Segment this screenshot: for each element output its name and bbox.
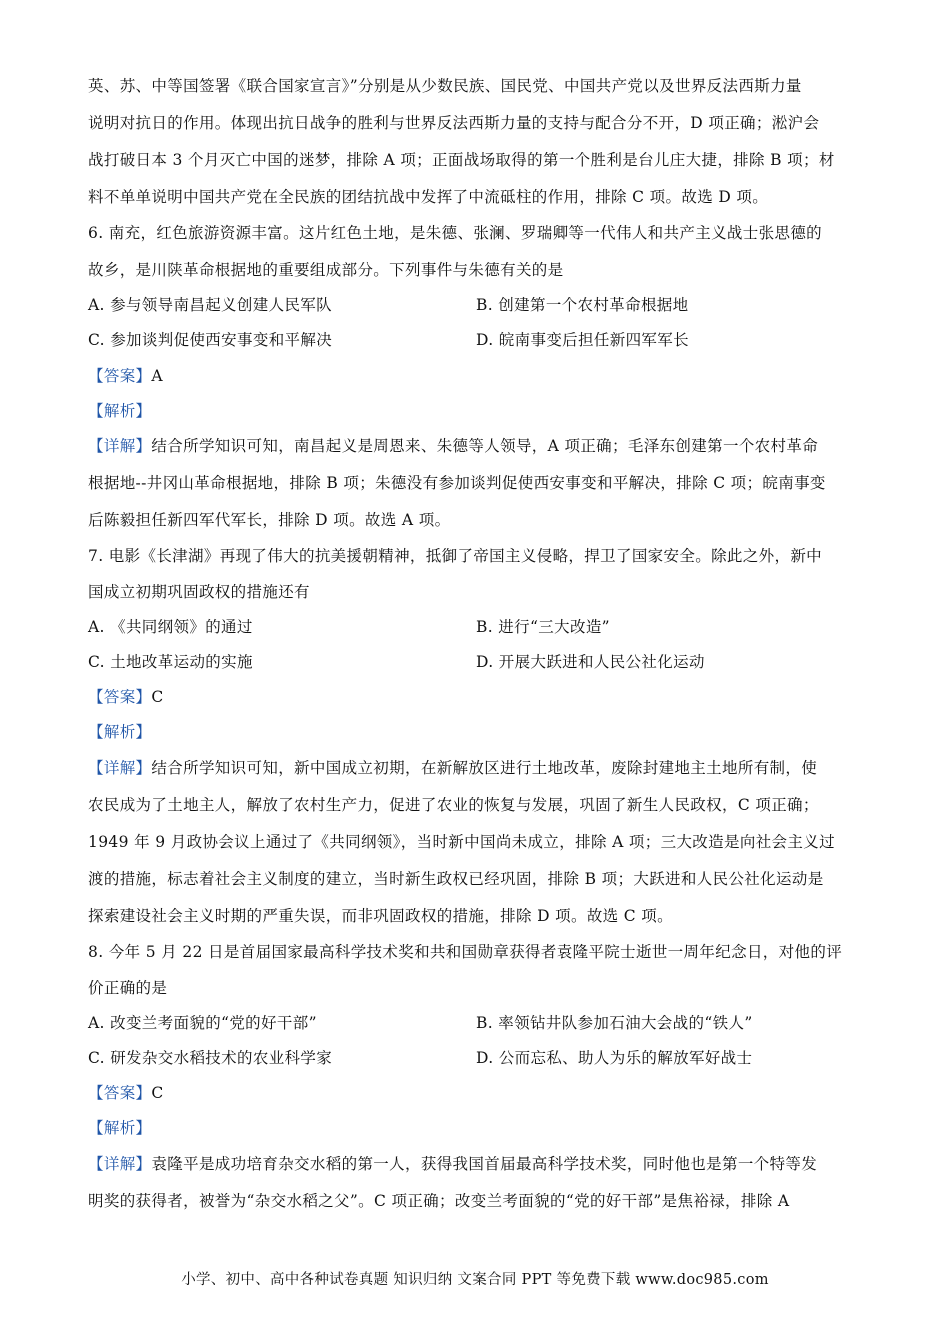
question-8-stem: 8. 今年 5 月 22 日是首届国家最高科学技术奖和共和国勋章获得者袁隆平院士逝世一周年纪念日，对他的评 bbox=[88, 943, 843, 961]
question-6-detail: 后陈毅担任新四军代军长，排除 D 项。故选 A 项。 bbox=[88, 511, 451, 529]
answer-tag: 【答案】 bbox=[88, 367, 152, 385]
question-7-option-b: B. 进行“三大改造” bbox=[476, 618, 610, 636]
analysis-tag: 【解析】 bbox=[88, 402, 152, 420]
question-8-analysis bbox=[88, 1118, 151, 1138]
question-7-detail: 探索建设社会主义时期的严重失误，而非巩固政权的措施，排除 D 项。故选 C 项。 bbox=[88, 907, 673, 925]
question-7-option-d: D. 开展大跃进和人民公社化运动 bbox=[476, 653, 705, 671]
question-6-option-b: B. 创建第一个农村革命根据地 bbox=[476, 296, 689, 314]
question-7-analysis bbox=[88, 722, 151, 742]
detail-tag: 【详解】 bbox=[88, 759, 152, 777]
question-7-detail: 渡的措施，标志着社会主义制度的建立，当时新生政权已经巩固，排除 B 项；大跃进和人民公社化运动是 bbox=[88, 870, 824, 888]
page-footer: 小学、初中、高中各种试卷真题 知识归纳 文案合同 PPT 等免费下载 www.doc985.com bbox=[181, 1272, 769, 1288]
detail-tag: 【详解】 bbox=[88, 1155, 152, 1173]
question-6-detail: 根据地--井冈山革命根据地，排除 B 项；朱德没有参加谈判促使西安事变和平解决，排除 C 项；皖南事变 bbox=[88, 474, 826, 492]
question-6-stem: 故乡，是川陕革命根据地的重要组成部分。下列事件与朱德有关的是 bbox=[88, 261, 564, 279]
analysis-tag: 【解析】 bbox=[88, 723, 152, 741]
question-8-stem: 价正确的是 bbox=[88, 979, 168, 997]
intro-line: 英、苏、中等国签署《联合国家宣言》”分别是从少数民族、国民党、中国共产党以及世界反法西斯力量 bbox=[88, 77, 802, 95]
question-8-detail: 明奖的获得者，被誉为“杂交水稻之父”。C 项正确；改变兰考面貌的“党的好干部”是焦裕禄，排除 A bbox=[88, 1192, 790, 1210]
question-7-detail: 1949 年 9 月政协会议上通过了《共同纲领》，当时新中国尚未成立，排除 A 项；三大改造是向社会主义过 bbox=[88, 833, 835, 851]
intro-line: 说明对抗日的作用。体现出抗日战争的胜利与世界反法西斯力量的支持与配合分不开，D 项正确；淞沪会 bbox=[88, 114, 820, 132]
detail-tag: 【详解】 bbox=[88, 437, 152, 455]
answer-tag: 【答案】 bbox=[88, 1084, 152, 1102]
intro-line: 料不单单说明中国共产党在全民族的团结抗战中发挥了中流砥柱的作用，排除 C 项。故选 D 项。 bbox=[88, 188, 769, 206]
detail-text: 结合所学知识可知，南昌起义是周恩来、朱德等人领导，A 项正确；毛泽东创建第一个农村革命 bbox=[151, 437, 819, 455]
question-7-option-c: C. 土地改革运动的实施 bbox=[88, 653, 253, 671]
detail-text: 袁隆平是成功培育杂交水稻的第一人，获得我国首届最高科学技术奖，同时他也是第一个特等发 bbox=[151, 1155, 818, 1173]
question-7-stem: 国成立初期巩固政权的措施还有 bbox=[88, 583, 310, 601]
question-8-option-b: B. 率领钻井队参加石油大会战的“铁人” bbox=[476, 1014, 753, 1032]
question-7-detail bbox=[88, 758, 817, 778]
question-6-answer bbox=[88, 366, 163, 386]
question-7-detail: 农民成为了土地主人，解放了农村生产力，促进了农业的恢复与发展，巩固了新生人民政权，C 项正确； bbox=[88, 796, 819, 814]
question-8-option-c: C. 研发杂交水稻技术的农业科学家 bbox=[88, 1049, 333, 1067]
answer-value: A bbox=[151, 367, 163, 385]
question-7-option-a: A. 《共同纲领》的通过 bbox=[88, 618, 253, 636]
answer-value: C bbox=[151, 688, 164, 706]
detail-text: 结合所学知识可知，新中国成立初期，在新解放区进行土地改革，废除封建地主土地所有制，使 bbox=[151, 759, 818, 777]
answer-tag: 【答案】 bbox=[88, 688, 152, 706]
question-8-option-d: D. 公而忘私、助人为乐的解放军好战士 bbox=[476, 1049, 753, 1067]
question-7-answer bbox=[88, 687, 164, 707]
intro-line: 战打破日本 3 个月灭亡中国的迷梦，排除 A 项；正面战场取得的第一个胜利是台儿庄大捷，排除 B 项；材 bbox=[88, 151, 835, 169]
question-6-option-d: D. 皖南事变后担任新四军军长 bbox=[476, 331, 689, 349]
question-6-option-c: C. 参加谈判促使西安事变和平解决 bbox=[88, 331, 333, 349]
question-6-option-a: A. 参与领导南昌起义创建人民军队 bbox=[88, 296, 332, 314]
analysis-tag: 【解析】 bbox=[88, 1119, 152, 1137]
question-6-stem: 6. 南充，红色旅游资源丰富。这片红色土地，是朱德、张澜、罗瑞卿等一代伟人和共产主义战士张思德的 bbox=[88, 224, 823, 242]
answer-value: C bbox=[151, 1084, 164, 1102]
question-6-analysis bbox=[88, 401, 151, 421]
question-8-detail bbox=[88, 1154, 817, 1174]
question-6-detail bbox=[88, 436, 818, 456]
question-7-stem: 7. 电影《长津湖》再现了伟大的抗美援朝精神，抵御了帝国主义侵略，捍卫了国家安全。除此之外，新中 bbox=[88, 547, 823, 565]
question-8-answer bbox=[88, 1083, 164, 1103]
question-8-option-a: A. 改变兰考面貌的“党的好干部” bbox=[88, 1014, 317, 1032]
